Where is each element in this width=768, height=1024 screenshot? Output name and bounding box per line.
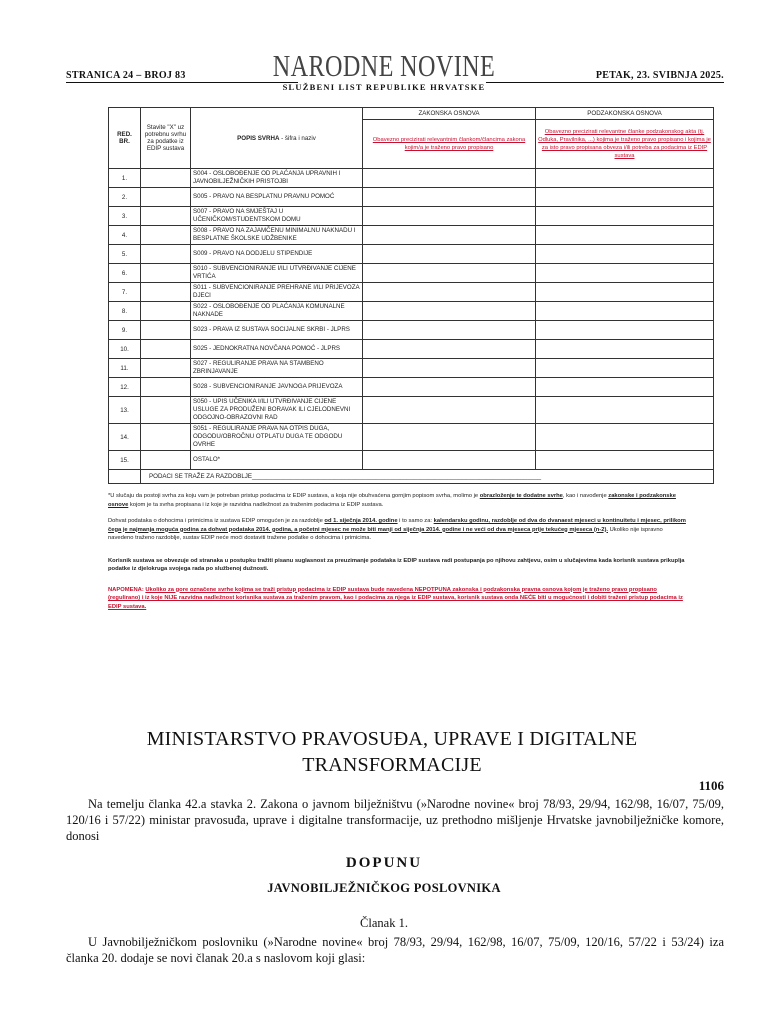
zakonska-osnova-cell[interactable] <box>363 264 536 283</box>
zakonska-osnova-cell[interactable] <box>363 378 536 397</box>
purpose-name: OSTALO* <box>191 451 363 470</box>
row-number: 10. <box>109 340 141 359</box>
podzakonska-osnova-cell[interactable] <box>536 302 714 321</box>
purpose-checkbox-cell[interactable] <box>141 340 191 359</box>
zakonska-note: Obavezno precizirati relevantnim člankom/člancima zakona kojim/a je traženo pravo propisano <box>363 120 536 169</box>
period-label: PODACI SE TRAŽE ZA RAZDOBLJE <box>149 473 253 480</box>
col-header-podzakonska: PODZAKONSKA OSNOVA <box>536 108 714 120</box>
note-warning: NAPOMENA: Ukoliko za gore označene svrhe kojima se traži pristup podacima iz EDIP sustava bude navedena NEPOTPUNA zakonska i podzakonska pravna osnova kojom je traženo pravo propisano (regulirano) i iz koje NIJE razvidna nadležnost korisnika sustava za traženim pravom, kao i podacima za njega iz EDIP sustava, korisnik sustava onda NEĆE biti u mogućnosti i dobiti traženi pristup podacima iz EDIP sustava. <box>108 586 683 610</box>
purpose-checkbox-cell[interactable] <box>141 207 191 226</box>
purpose-name: S009 - PRAVO NA DODJELU STIPENDIJE <box>191 245 363 264</box>
row-number: 3. <box>109 207 141 226</box>
podzakonska-osnova-cell[interactable] <box>536 245 714 264</box>
zakonska-osnova-cell[interactable] <box>363 245 536 264</box>
zakonska-osnova-cell[interactable] <box>363 397 536 424</box>
purpose-name: S008 - PRAVO NA ZAJAMČENU MINIMALNU NAKNADU I BESPLATNE ŠKOLSKE UDŽBENIKE <box>191 226 363 245</box>
purpose-name: S010 - SUBVENCIONIRANJE I/ILI UTVRĐIVANJE CIJENE VRTIĆA <box>191 264 363 283</box>
purpose-checkbox-cell[interactable] <box>141 424 191 451</box>
purpose-checkbox-cell[interactable] <box>141 321 191 340</box>
purpose-row <box>109 340 714 359</box>
podzakonska-osnova-cell[interactable] <box>536 188 714 207</box>
podzakonska-osnova-cell[interactable] <box>536 264 714 283</box>
row-number: 11. <box>109 359 141 378</box>
page-info: STRANICA 24 – BROJ 83 <box>66 70 186 81</box>
purpose-row <box>109 321 714 340</box>
podzakonska-osnova-cell[interactable] <box>536 226 714 245</box>
col-header-name <box>191 108 363 169</box>
podzakonska-osnova-cell[interactable] <box>536 359 714 378</box>
podzakonska-osnova-cell[interactable] <box>536 424 714 451</box>
row-number: 8. <box>109 302 141 321</box>
edip-form <box>108 107 711 611</box>
row-number: 7. <box>109 283 141 302</box>
purpose-row <box>109 207 714 226</box>
purpose-checkbox-cell[interactable] <box>141 378 191 397</box>
document-heading: DOPUNU <box>345 855 423 871</box>
note-period: Dohvat podataka o dohocima i primicima iz sustava EDIP omogućen je za razdoblje od 1. siječnja 2014. godine i to samo za: kalendarsku godinu, razdoblje od dva do dvanaest mjeseci u kontinuitetu i mjesec, prilikom čega je najmanja moguća godina za dohvat podataka 2014. godina, a početni mjesec ne može biti manji od siječnja 2014. godine i ne veći od dva mjeseca prije tekućeg mjeseca (n-2). Ukoliko nije ispravno navedeno traženo razdoblje, sustav EDIP neće moći dostaviti tražene podatke o dohocima i primicima. <box>108 518 686 541</box>
masthead-subtitle: SLUŽBENI LIST REPUBLIKE HRVATSKE <box>282 82 486 92</box>
article-text: U Javnobilježničkom poslovniku (»Narodne novine« broj 78/93, 29/94, 162/98, 16/07, 75/09, 120/16, 57/22 i 53/24) iza članka 20. dodaje se novi članak 20.a s naslovom koji glasi: <box>66 935 724 965</box>
purpose-row <box>109 397 714 424</box>
note-other-purpose: *U slučaju da postoji svrha za koju vam je potreban pristup podacima iz EDIP sustava, a koja nije obuhvaćena gornjim popisom svrha, molimo je obrazloženje te dodatne svrhe, kao i navođenje zakonske i podzakonske osnove kojom je ta svrha propisana i iz koje je razvidna nadležnost za traženim podacima iz EDIP sustava. <box>108 493 676 508</box>
row-number: 4. <box>109 226 141 245</box>
row-number: 13. <box>109 397 141 424</box>
purpose-name: S007 - PRAVO NA SMJEŠTAJ U UČENIČKOM/STUDENTSKOM DOMU <box>191 207 363 226</box>
row-number: 14. <box>109 424 141 451</box>
zakonska-osnova-cell[interactable] <box>363 302 536 321</box>
podzakonska-osnova-cell[interactable] <box>536 340 714 359</box>
podzakonska-note: Obavezno precizirati relevantne članke podzakonskog akta (tj. Odluka, Pravilnika, ...) kojima je traženo pravo propisano i kojima je za isto pravo propisana obveza i/ili potreba za podacima iz EDIP sustava <box>536 120 714 169</box>
zakonska-osnova-cell[interactable] <box>363 188 536 207</box>
purpose-row <box>109 169 714 188</box>
purpose-row <box>109 451 714 470</box>
purpose-name: S004 - OSLOBOĐENJE OD PLAĆANJA UPRAVNIH I JAVNOBILJEŽNIČKIH PRISTOJBI <box>191 169 363 188</box>
purpose-row <box>109 378 714 397</box>
purpose-checkbox-cell[interactable] <box>141 397 191 424</box>
zakonska-osnova-cell[interactable] <box>363 451 536 470</box>
purpose-checkbox-cell[interactable] <box>141 359 191 378</box>
purpose-row <box>109 302 714 321</box>
purpose-checkbox-cell[interactable] <box>141 169 191 188</box>
zakonska-osnova-cell[interactable] <box>363 424 536 451</box>
zakonska-osnova-cell[interactable] <box>363 283 536 302</box>
purpose-checkbox-cell[interactable] <box>141 283 191 302</box>
ministry-title: MINISTARSTVO PRAVOSUĐA, UPRAVE I DIGITALNE TRANSFORMACIJE <box>146 728 638 776</box>
row-number: 1. <box>109 169 141 188</box>
row-number: 15. <box>109 451 141 470</box>
masthead-title: NARODNE NOVINE <box>272 48 496 83</box>
purpose-row <box>109 226 714 245</box>
zakonska-osnova-cell[interactable] <box>363 226 536 245</box>
purpose-checkbox-cell[interactable] <box>141 451 191 470</box>
col-header-name-rest: - šifra i naziv <box>279 134 316 142</box>
header-rule-right <box>486 82 724 83</box>
podzakonska-osnova-cell[interactable] <box>536 397 714 424</box>
podzakonska-osnova-cell[interactable] <box>536 169 714 188</box>
col-header-no: RED. BR. <box>109 108 141 169</box>
article-title: Članak 1. <box>360 916 408 930</box>
period-field[interactable]: PODACI SE TRAŽE ZA RAZDOBLJE____________________________________________________________________________________ <box>141 470 714 484</box>
purpose-row <box>109 283 714 302</box>
purpose-row <box>109 424 714 451</box>
edip-purpose-table <box>108 107 714 484</box>
zakonska-osnova-cell[interactable] <box>363 169 536 188</box>
purpose-name: S022 - OSLOBOĐENJE OD PLAĆANJA KOMUNALNE NAKNADE <box>191 302 363 321</box>
document-subheading: JAVNOBILJEŽNIČKOG POSLOVNIKA <box>267 881 501 895</box>
purpose-row <box>109 264 714 283</box>
purpose-name: S027 - REGULIRANJE PRAVA NA STAMBENO ZBRINJAVANJE <box>191 359 363 378</box>
purpose-name: S011 - SUBVENCIONIRANJE PREHRANE I/ILI PRIJEVOZA DJECI <box>191 283 363 302</box>
zakonska-osnova-cell[interactable] <box>363 207 536 226</box>
row-number: 6. <box>109 264 141 283</box>
purpose-name: S023 - PRAVA IZ SUSTAVA SOCIJALNE SKRBI - JLPRS <box>191 321 363 340</box>
zakonska-osnova-cell[interactable] <box>363 321 536 340</box>
preamble: Na temelju članka 42.a stavka 2. Zakona o javnom bilježništvu (»Narodne novine« broj 78/93, 29/94, 162/98, 16/07, 75/09, 120/16 i 57/22) ministar pravosuđa, uprave i digitalne transformacije, uz prethodno mišljenje Hrvatske javnobilježničke komore, donosi <box>66 797 724 843</box>
purpose-checkbox-cell[interactable] <box>141 226 191 245</box>
purpose-name: S051 - REGULIRANJE PRAVA NA OTPIS DUGA, ODGODU/OBROČNU OTPLATU DUGA TE ODGODU OVRHE <box>191 424 363 451</box>
purpose-checkbox-cell[interactable] <box>141 245 191 264</box>
col-header-x: Stavite "X" uz potrebnu svrhu za podatke iz EDIP sustava <box>141 108 191 169</box>
row-number: 2. <box>109 188 141 207</box>
podzakonska-osnova-cell[interactable] <box>536 207 714 226</box>
purpose-name: S025 - JEDNOKRATNA NOVČANA POMOĆ - JLPRS <box>191 340 363 359</box>
purpose-checkbox-cell[interactable] <box>141 188 191 207</box>
podzakonska-osnova-cell[interactable] <box>536 283 714 302</box>
purpose-row <box>109 245 714 264</box>
row-number: 5. <box>109 245 141 264</box>
zakonska-osnova-cell[interactable] <box>363 340 536 359</box>
purpose-row <box>109 188 714 207</box>
purpose-name: S028 - SUBVENCIONIRANJE JAVNOGA PRIJEVOZA <box>191 378 363 397</box>
podzakonska-osnova-cell[interactable] <box>536 321 714 340</box>
purpose-name: S050 - UPIS UČENIKA I/ILI UTVRĐIVANJE CIJENE USLUGE ZA PRODUŽENI BORAVAK ILI CJELODNEVNI ODGOJNO-OBRAZOVNI RAD <box>191 397 363 424</box>
row-number: 12. <box>109 378 141 397</box>
purpose-row <box>109 359 714 378</box>
col-header-name-bold: POPIS SVRHA <box>237 134 280 142</box>
purpose-name: S005 - PRAVO NA BESPLATNU PRAVNU POMOĆ <box>191 188 363 207</box>
zakonska-osnova-cell[interactable] <box>363 359 536 378</box>
row-number: 9. <box>109 321 141 340</box>
purpose-checkbox-cell[interactable] <box>141 264 191 283</box>
purpose-checkbox-cell[interactable] <box>141 302 191 321</box>
podzakonska-osnova-cell[interactable] <box>536 451 714 470</box>
note-consent: Korisnik sustava se obvezuje od stranaka u postupku tražiti pisanu suglasnost za preuzimanje podataka iz EDIP sustava radi postupanja po njihovu zahtjevu, osim u slučajevima kada korisnik sustava prikuplja podatke iz djelokruga svojega rada po službenoj dužnosti. <box>108 557 685 572</box>
podzakonska-osnova-cell[interactable] <box>536 378 714 397</box>
col-header-zakonska: ZAKONSKA OSNOVA <box>363 108 536 120</box>
document-number: 1106 <box>698 778 724 793</box>
issue-date: PETAK, 23. SVIBNJA 2025. <box>595 70 724 81</box>
